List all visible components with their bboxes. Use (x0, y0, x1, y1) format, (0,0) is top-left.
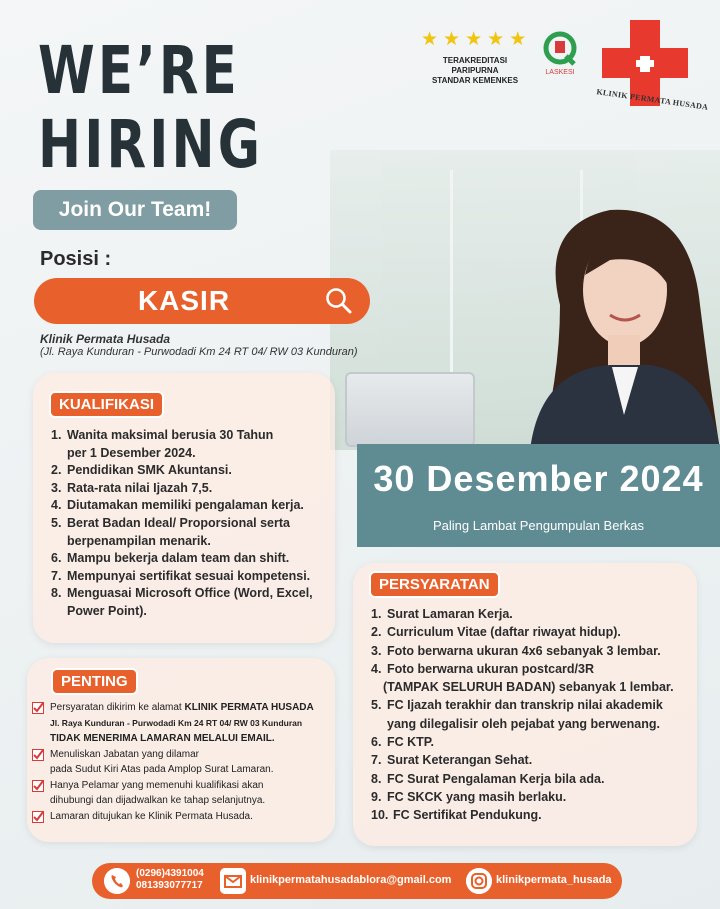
search-icon (324, 286, 354, 316)
star-icon: ★ (509, 29, 527, 50)
clinic-logo-text: KLINIK PERMATA HUSADA (595, 87, 709, 112)
list-item: 5. FC Ijazah terakhir dan transkrip nilai akademik yang dilegalisir oleh pejabat yang berwenang. (371, 698, 663, 731)
checkbox-checked-icon (32, 780, 44, 792)
list-item: 9. FC SKCK yang masih berlaku. (371, 789, 567, 804)
star-icon: ★ (487, 29, 505, 50)
list-item: 6. Mampu bekerja dalam team dan shift. (51, 551, 290, 566)
position-search-bar[interactable] (34, 278, 370, 324)
star-icon: ★ (443, 29, 461, 50)
checkbox-checked-icon (32, 811, 44, 823)
star-icon: ★ (421, 29, 439, 50)
list-item: 8. Menguasai Microsoft Office (Word, Excel, Power Point). (51, 586, 313, 618)
contact-bar (92, 863, 622, 899)
list-item: 3. Rata-rata nilai Ijazah 7,5. (51, 480, 213, 495)
kualifikasi-title: KUALIFIKASI (49, 391, 164, 418)
star-icon: ★ (465, 29, 483, 50)
phone-icon[interactable] (104, 868, 130, 894)
penting-list (32, 700, 335, 824)
list-item: 10. FC Sertifikat Pendukung. (371, 808, 542, 823)
list-item: Hanya Pelamar yang memenuhi kualifikasi akan dihubungi dan dijadwalkan ke tahap selanjutnya. (32, 778, 335, 809)
list-item: 4. Foto berwarna ukuran postcard/3R (TAMPAK SELURUH BADAN) sebanyak 1 lembar. (371, 661, 674, 695)
deadline-date: 30 Desember 2024 (373, 458, 704, 499)
kualifikasi-list (51, 427, 336, 621)
laskesi-logo (540, 30, 580, 76)
email-address[interactable]: klinikpermatahusadablora@gmail.com (250, 874, 452, 886)
checkbox-checked-icon (32, 749, 44, 761)
persyaratan-list (371, 605, 696, 825)
list-item: 3. Foto berwarna ukuran 4x6 sebanyak 3 lembar. (371, 643, 661, 658)
list-item: 6. FC KTP. (371, 735, 434, 750)
list-item: 5. Berat Badan Ideal/ Proporsional serta berpenampilan menarik. (51, 515, 290, 548)
clinic-address: (Jl. Raya Kunduran - Purwodadi Km 24 RT 04/ RW 03 Kunduran) (40, 346, 358, 358)
list-item: 1. Wanita maksimal berusia 30 Tahun per 1 Desember 2024. (51, 428, 274, 460)
penting-card (27, 658, 335, 842)
hiring-title: WE’RE HIRING (38, 32, 264, 183)
list-item: 2. Curriculum Vitae (daftar riwayat hidup). (371, 625, 621, 640)
deadline-caption: Paling Lambat Pengumpulan Berkas (432, 518, 645, 533)
clinic-name: Klinik Permata Husada (40, 332, 171, 346)
list-item: 1. Surat Lamaran Kerja. (371, 607, 513, 621)
accreditation-text: TERAKREDITASI PARIPURNA STANDAR KEMENKES (431, 56, 519, 85)
rating-stars (421, 30, 526, 49)
phone-numbers[interactable]: (0296)4391004 081393077717 (136, 868, 204, 891)
list-item: 4. Diutamakan memiliki pengalaman kerja. (51, 498, 304, 513)
list-item: 8. FC Surat Pengalaman Kerja bila ada. (371, 771, 605, 786)
list-item: 7. Mempunyai sertifikat sesuai kompetensi. (51, 568, 311, 583)
checkbox-checked-icon (32, 702, 44, 714)
email-icon[interactable] (220, 868, 246, 894)
deadline-banner (357, 444, 720, 547)
position-label: Posisi : (40, 248, 112, 270)
list-item: Menuliskan Jabatan yang dilamar pada Sudut Kiri Atas pada Amplop Surat Lamaran. (32, 747, 335, 778)
join-our-team-badge: Join Our Team! (33, 190, 237, 230)
svg-text:LASKESI: LASKESI (545, 69, 575, 76)
list-item: 7. Surat Keterangan Sehat. (371, 753, 533, 768)
persyaratan-title: PERSYARATAN (369, 571, 500, 598)
instagram-icon[interactable] (466, 868, 492, 894)
list-item: Persyaratan dikirim ke alamat KLINIK PERMATA HUSADA Jl. Raya Kunduran - Purwodadi Km 24 RT 04/ RW 03 Kunduran TIDAK MENERIMA LAMARAN MELALUI EMAIL. (32, 700, 335, 747)
list-item: 2. Pendidikan SMK Akuntansi. (51, 463, 232, 478)
kualifikasi-card (33, 373, 335, 643)
position-name: KASIR (137, 285, 231, 316)
persyaratan-card (353, 563, 697, 846)
penting-title: PENTING (51, 668, 138, 695)
laptop-image (345, 372, 475, 447)
instagram-handle[interactable]: klinikpermata_husada (496, 874, 612, 886)
woman-photo (500, 185, 720, 450)
list-item: Lamaran ditujukan ke Klinik Permata Husada. (32, 809, 335, 825)
